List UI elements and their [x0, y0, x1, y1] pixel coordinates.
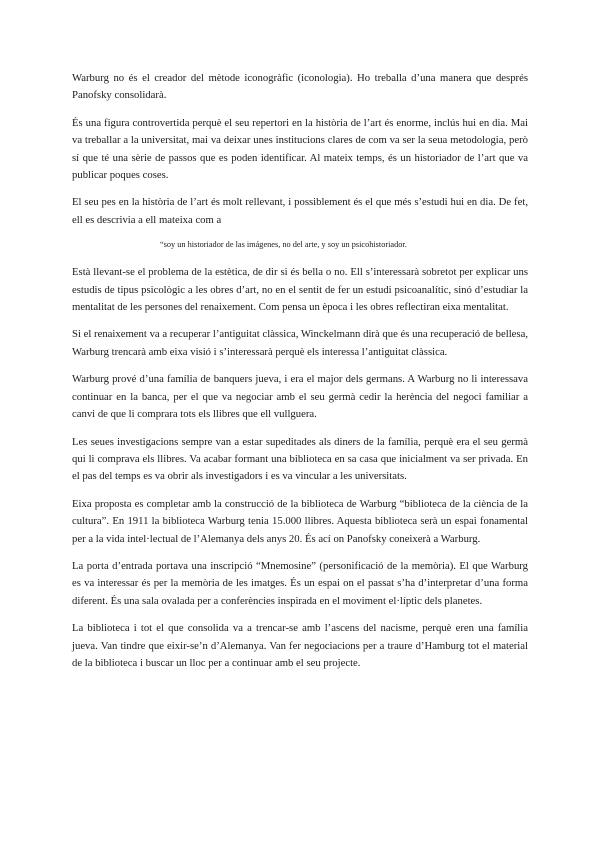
paragraph-mnemosine: La porta d’entrada portava una inscripció “Mnemosine” (personificació de la memòria). El que Warburg es va interessar és per la memòria de les imatges. És un espai on el passat s’ha d’interpretar d’una forma diferent. És una sala ovalada per a conferències inspirada en el moviment el·líptic dels planetes. [72, 559, 528, 607]
paragraph-intro: Warburg no és el creador del mètode iconogràfic (iconologia). Ho treballa d’una manera que després Panofsky consolidarà. [72, 72, 528, 102]
document-body [72, 70, 528, 682]
paragraph-aesthetics: Està llevant-se el problema de la estètica, de dir si és bella o no. Ell s’interessarà sobretot per explicar uns estudis de tipus psicològic a les obres d’art, no en el sentit de fer un estudi psicoanalític, sinó d’estudiar la mentalitat de les persones del renaixement. Com pensa un època i les obres reflectiran eixa mentalitat. [72, 266, 528, 314]
block-quote: “soy un historiador de las imágenes, no del arte, y soy un psicohistoriador. [160, 240, 407, 250]
paragraph-nazism: La biblioteca i tot el que consolida va a trencar-se amb l’ascens del nacisme, perquè eren una família jueva. Van tindre que eixir-se’n d’Alemanya. Van fer negociacions per a traure d’Hamburg tot el material de la biblioteca i buscar un lloc per a continuar amb el seu projecte. [72, 622, 528, 669]
paragraph-investigations: Les seues investigacions sempre van a estar supeditades als diners de la família, perquè era el seu germà qui li comprava els llibres. Va acabar formant una biblioteca en sa casa que inicialment va ser privada. En el pas del temps es va obrir als investigadors i es va vincular a les universitats. [72, 435, 528, 483]
paragraph-family: Warburg prové d’una família de banquers jueva, i era el major dels germans. A Warburg no li interessava continuar en la banca, per el que va negociar amb el seu germà cedir la herència del negoci familiar a canvi de que li comprara tots els llibres que ell vullguera. [72, 373, 528, 421]
paragraph-relevance: El seu pes en la història de l’art és molt rellevant, i possiblement és el que més s’estudi hui en dia. De fet, ell es descrivia a ell mateixa com a [72, 196, 528, 226]
paragraph-controversial-figure: És una figura controvertida perquè el seu repertori en la història de l’art és enorme, inclús hui en dia. Mai va treballar a la universitat, mai va deixar unes institucions clares de com va ser la seua metodologia, però sí que té una sèrie de passos que es poden identificar. Al mateix temps, és un historiador de l’art que va publicar poques coses. [72, 116, 528, 182]
paragraph-library: Eixa proposta es completar amb la construcció de la biblioteca de Warburg “biblioteca de la ciència de la cultura”. En 1911 la biblioteca Warburg tenia 15.000 llibres. Aquesta biblioteca serà un espai fonamental per a la vida intel·lectual de l’Alemanya dels anys 20. És ací on Panofsky coneixerà a Warburg. [72, 497, 528, 545]
paragraph-renaissance: Si el renaixement va a recuperar l’antiguitat clàssica, Winckelmann dirà que és una recuperació de bellesa, Warburg trencarà amb eixa visió i s’interessarà perquè els interessa l’antiguitat clàssica. [72, 328, 528, 358]
